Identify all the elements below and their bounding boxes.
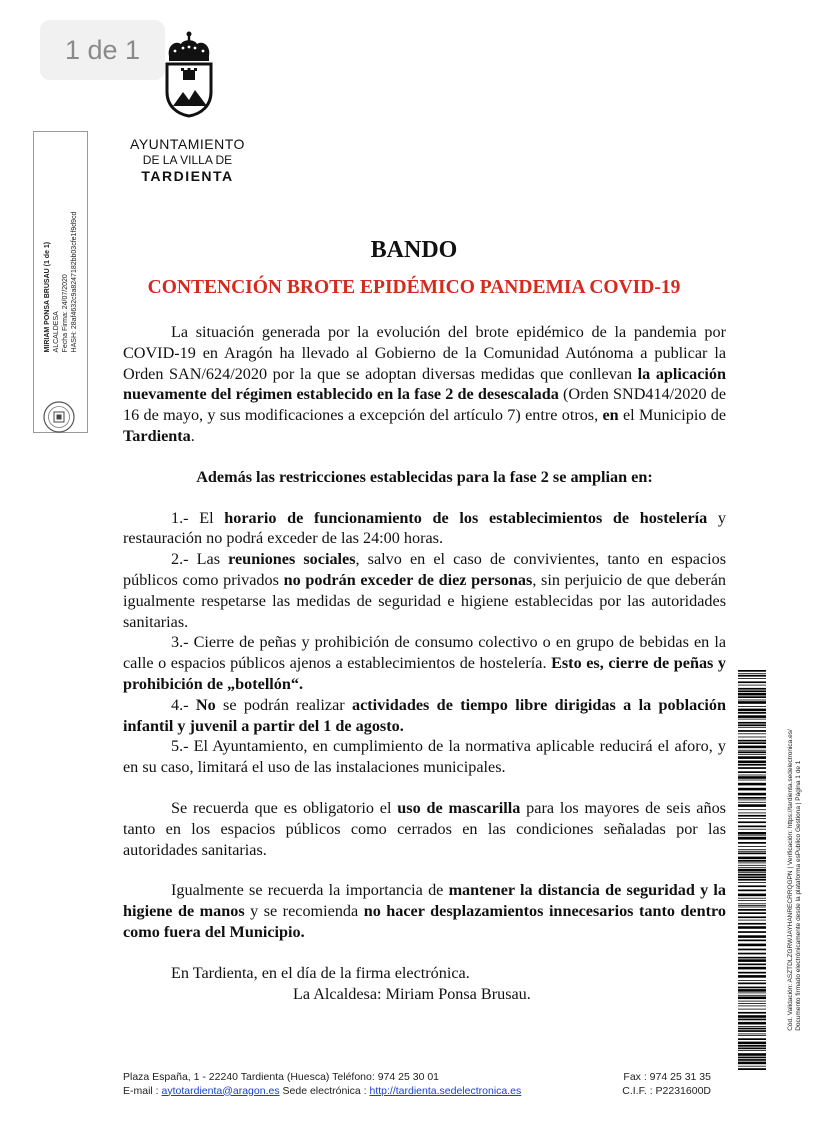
- document-footer: [123, 1071, 711, 1098]
- signature-hash: HASH: 28af4632c9a8247182bb03cfe1f9d9cd: [70, 211, 78, 353]
- restrictions-heading: Además las restricciones establecidas para la fase 2 se amplian en:: [196, 467, 653, 486]
- closing-line: En Tardienta, en el día de la firma electrónica.: [171, 963, 470, 982]
- footer-sede-label: Sede electrónica :: [279, 1084, 370, 1097]
- signature-date: Fecha Firma: 24/07/2020: [61, 274, 69, 353]
- document-title: BANDO: [370, 237, 458, 263]
- footer-address: Plaza España, 1 - 22240 Tardienta (Huesca) Teléfono: 974 25 30 01: [123, 1071, 439, 1083]
- intro-paragraph: La situación generada por la evolución del brote epidémico de la pandemia por COVID-19 en Aragón ha llevado al Gobierno de la Comunidad Autónoma a publicar la Orden SAN/624/2020 por la que se adoptan diversas medidas que conllevan la aplicación nuevamente del régimen establecido en la fase 2 de desescalada (Orden SND414/2020 de 16 de mayo, y sus modificaciones a excepción del artículo 7) entre otros, en el Municipio de Tardienta.: [123, 323, 727, 445]
- municipality-header: [110, 136, 265, 184]
- signer-role: ALCALDESA: [52, 311, 60, 353]
- footer-cif: C.I.F. : P2231600D: [622, 1084, 711, 1097]
- municipal-coat-of-arms: [161, 30, 217, 118]
- validation-barcode: [738, 670, 766, 1070]
- distance-reminder-paragraph: Igualmente se recuerda la importancia de mantener la distancia de seguridad y la higiene de manos y se recomienda no hacer desplazamientos innecesarios tanto dentro como fuera del Municipio.: [123, 881, 726, 941]
- verification-line2: Documento firmado electrónicamente desde la plataforma esPublico Gestiona | Página 1 de 1: [795, 760, 802, 1031]
- signer-line: La Alcaldesa: Miriam Ponsa Brusau.: [293, 984, 531, 1003]
- document-subtitle: CONTENCIÓN BROTE EPIDÉMICO PANDEMIA COVID-19: [147, 277, 681, 298]
- page-indicator: 1 de 1: [40, 20, 165, 80]
- mask-reminder-paragraph: Se recuerda que es obligatorio el uso de mascarilla para los mayores de seis años tanto en los espacios públicos como cerrados en las condiciones señaladas por las autoridades sanitarias.: [123, 798, 726, 859]
- municipality-line2: DE LA VILLA DE: [142, 153, 233, 167]
- municipality-line1: AYUNTAMIENTO: [130, 136, 245, 152]
- restriction-item-2: 2.- Las reuniones sociales, salvo en el caso de convivientes, tanto en espacios públicos como privados no podrán exceder de diez personas, sin perjuicio de que deberán igualmente respetarse las medidas de seguridad e higiene establecidas por las autoridades sanitarias.: [123, 550, 726, 631]
- footer-email-label: E-mail :: [123, 1084, 162, 1097]
- footer-fax: Fax : 974 25 31 35: [623, 1071, 711, 1083]
- restriction-item-1: 1.- El horario de funcionamiento de los establecimientos de hostelería y restauración no podrá exceder de las 24:00 horas.: [123, 508, 727, 548]
- verification-line1: Cód. Validación: ASZTDLZGRWJAYHANRECRRQGPN | Verificación: https://tardienta.sedelectronica.es/: [787, 729, 794, 1031]
- restriction-item-3: 3.- Cierre de peñas y prohibición de consumo colectivo o en grupo de bebidas en la calle o espacios públicos ajenos a establecimientos de hostelería. Esto es, cierre de peñas y prohibición de „botellón“.: [123, 633, 726, 693]
- signer-name: MIRIAM PONSA BRUSAU (1 de 1): [43, 241, 51, 353]
- verification-text: [787, 729, 803, 1031]
- restriction-item-5: 5.- El Ayuntamiento, en cumplimiento de la normativa aplicable reducirá el aforo, y en su caso, limitará el uso de las instalaciones municipales.: [123, 737, 726, 777]
- footer-sede-link[interactable]: http://tardienta.sedelectronica.es: [369, 1084, 522, 1097]
- footer-email-link[interactable]: aytotardienta@aragon.es: [161, 1084, 280, 1097]
- municipality-name: TARDIENTA: [141, 168, 234, 184]
- restriction-item-4: 4.- No se podrán realizar actividades de tiempo libre dirigidas a la población infantil y juvenil a partir del 1 de agosto.: [123, 695, 726, 735]
- seal-stamp-icon: [42, 400, 76, 434]
- document-body: [123, 322, 726, 1004]
